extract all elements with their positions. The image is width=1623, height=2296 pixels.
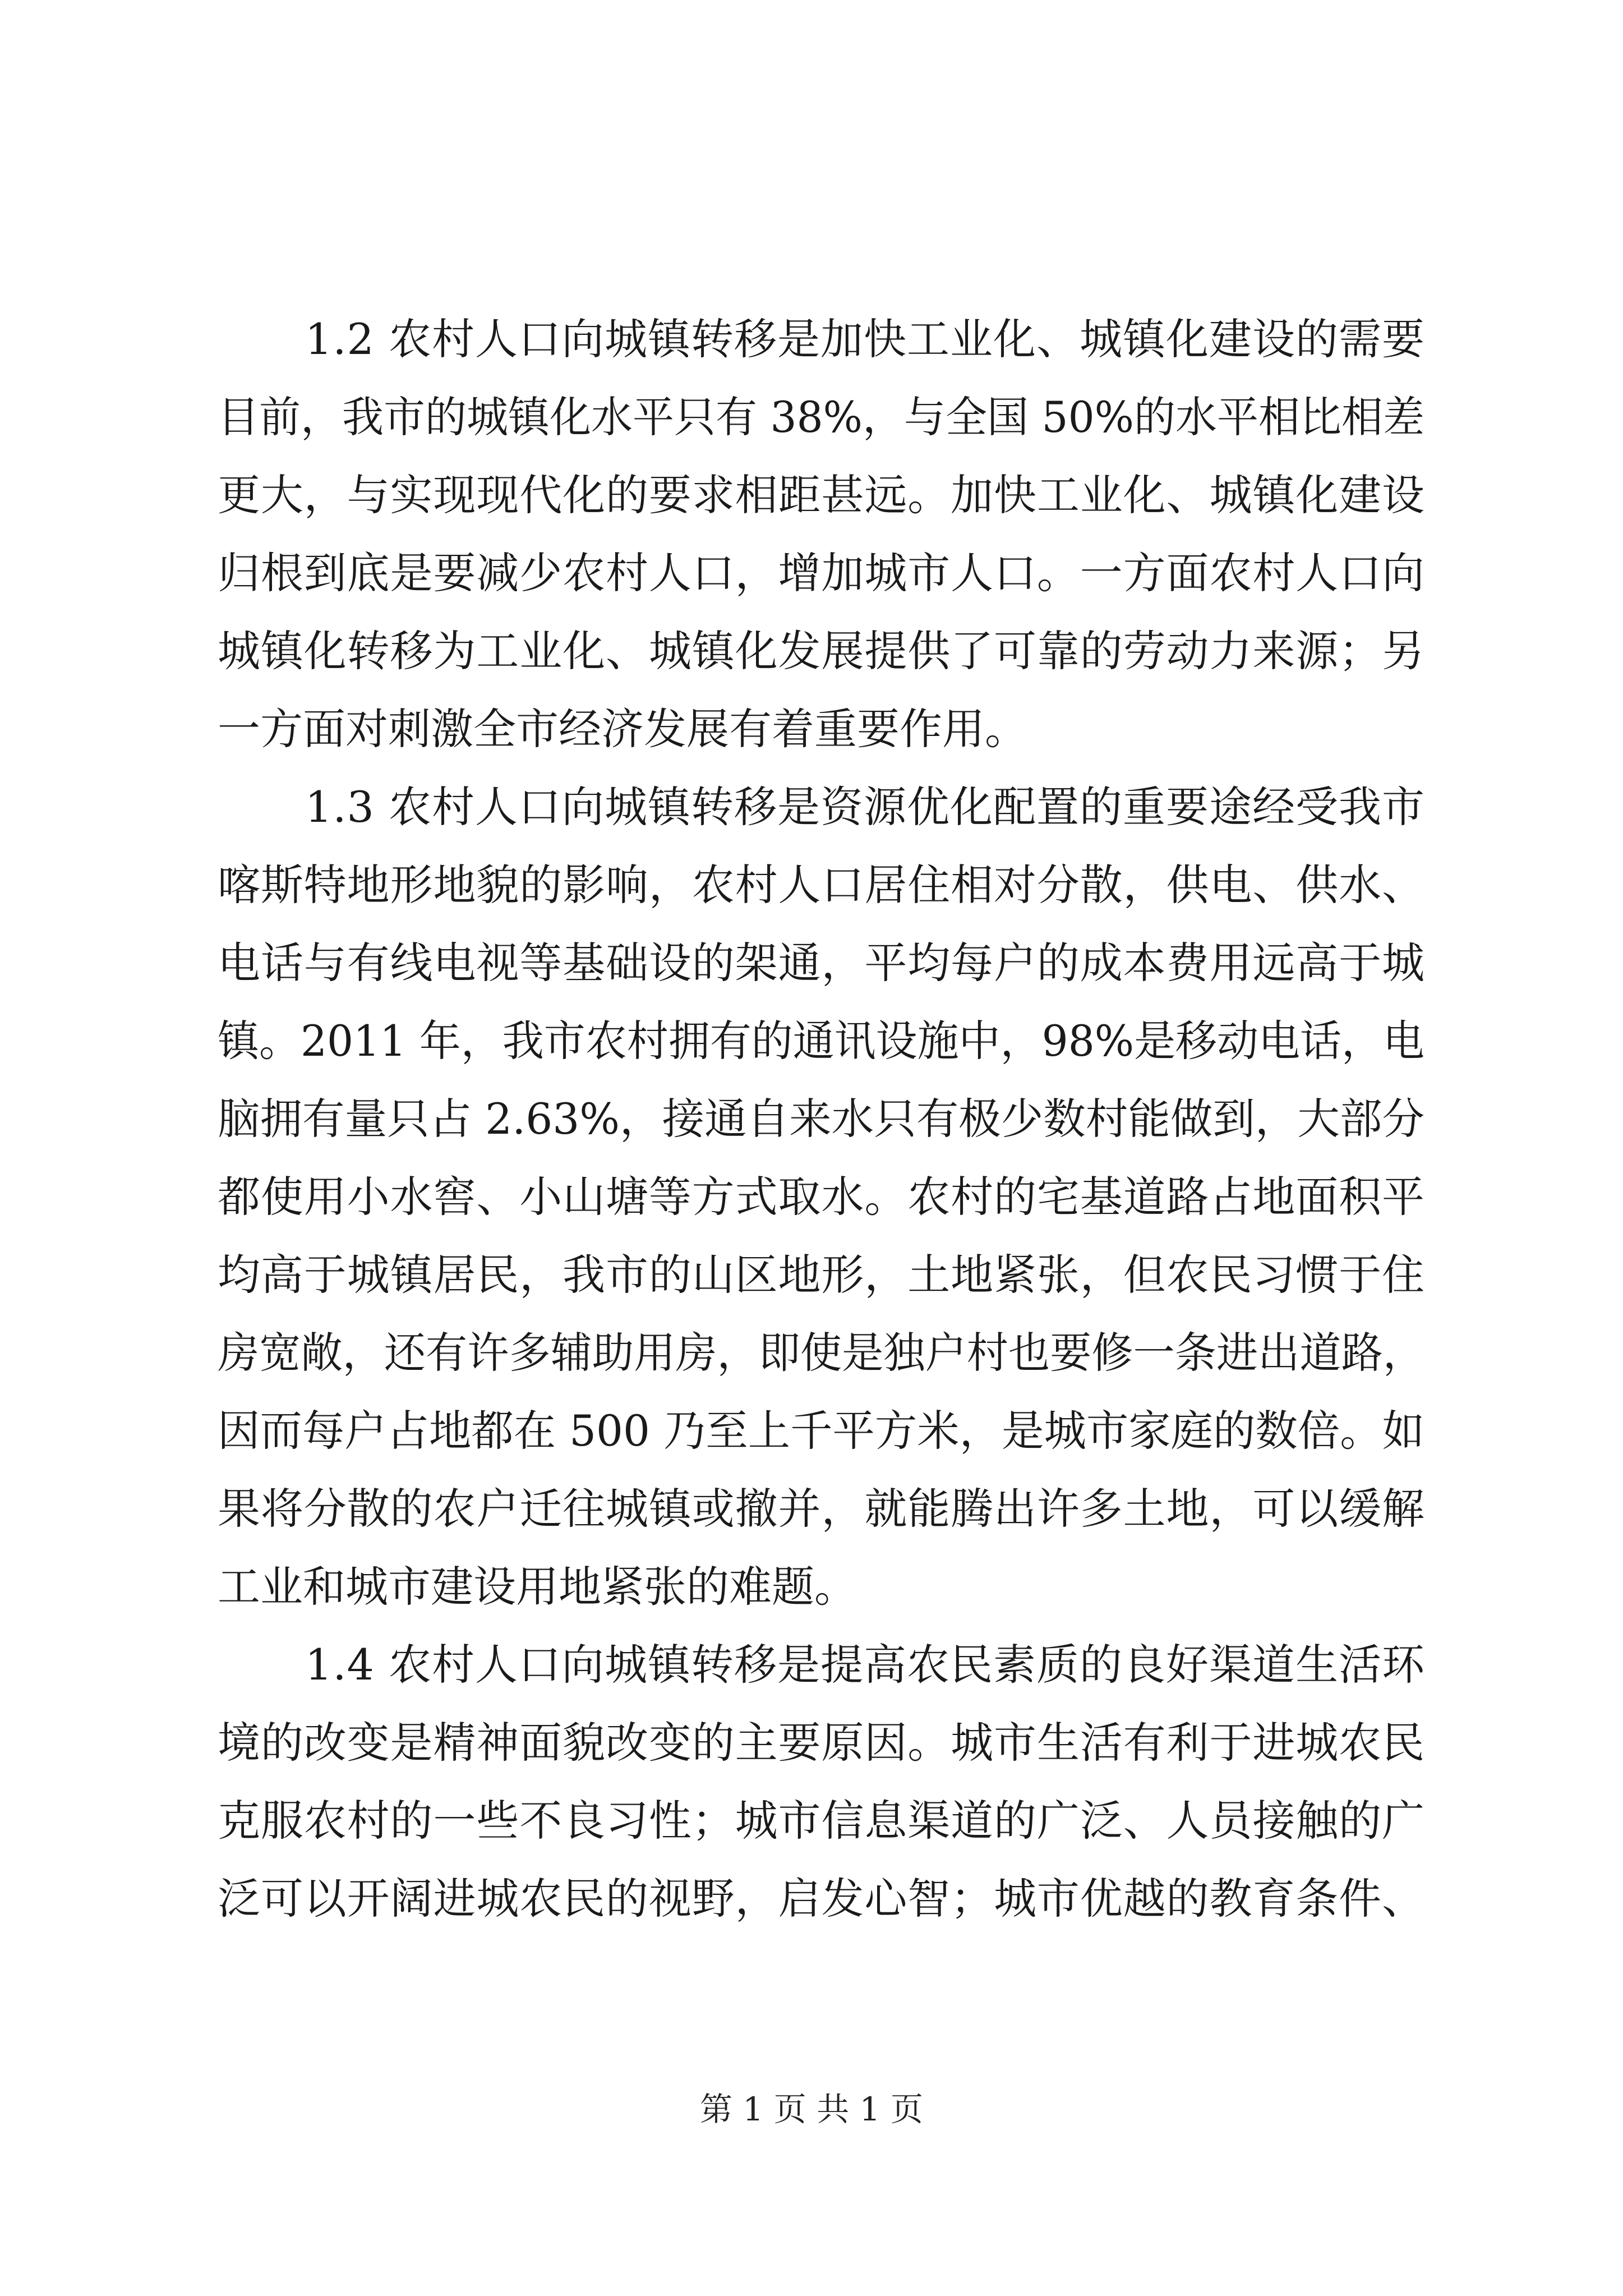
line-text: 镇。2011 年，我市农村拥有的通讯设施中，98%是移动电话，电 [218,1016,1424,1066]
paragraph-line [0,1005,1623,1077]
paragraph-line [0,303,1623,375]
line-text: 因而每户占地都在 500 乃至上千平方米，是城市家庭的数倍。如 [218,1406,1424,1456]
line-text: 境的改变是精神面貌改变的主要原因。城市生活有利于进城农民 [218,1718,1425,1768]
line-text: 都使用小水窖、小山塘等方式取水。农村的宅基道路占地面积平 [218,1172,1425,1222]
paragraph-line [0,1473,1623,1545]
line-text: 一方面对刺激全市经济发展有着重要作用。 [218,704,1027,754]
line-text: 更大，与实现现代化的要求相距甚远。加快工业化、城镇化建设 [218,470,1425,520]
paragraph-line [0,1161,1623,1233]
paragraph-line [0,693,1623,765]
page-footer: 第 1 页 共 1 页 [700,2090,923,2128]
paragraph-line [0,1707,1623,1779]
paragraph-line [0,615,1623,687]
line-text: 喀斯特地形地貌的影响，农村人口居住相对分散，供电、供水、 [218,860,1425,910]
line-text: 城镇化转移为工业化、城镇化发展提供了可靠的劳动力来源；另 [218,626,1425,676]
line-text: 均高于城镇居民，我市的山区地形，土地紧张，但农民习惯于住 [218,1250,1425,1300]
paragraph-line [0,1863,1623,1935]
line-text: 1.3 农村人口向城镇转移是资源优化配置的重要途经受我市 [305,782,1425,832]
line-text: 归根到底是要减少农村人口，增加城市人口。一方面农村人口向 [218,548,1425,598]
line-text: 电话与有线电视等基础设的架通，平均每户的成本费用远高于城 [218,938,1425,988]
paragraph-line [0,1083,1623,1155]
line-text: 房宽敞，还有许多辅助用房，即使是独户村也要修一条进出道路， [218,1328,1424,1378]
line-text: 1.4 农村人口向城镇转移是提高农民素质的良好渠道生活环 [305,1640,1425,1690]
paragraph-line [0,1239,1623,1311]
line-text: 泛可以开阔进城农民的视野，启发心智；城市优越的教育条件、 [218,1874,1425,1924]
line-text: 果将分散的农户迁往城镇或撤并，就能腾出许多土地，可以缓解 [218,1484,1425,1534]
paragraph-line [0,459,1623,531]
paragraph-line [0,849,1623,921]
paragraph-line [0,537,1623,609]
paragraph-line [0,1395,1623,1467]
paragraph-line [0,1785,1623,1857]
line-text: 1.2 农村人口向城镇转移是加快工业化、城镇化建设的需要 [305,314,1425,364]
line-text: 目前，我市的城镇化水平只有 38%，与全国 50%的水平相比相差 [218,392,1424,442]
line-text: 克服农村的一些不良习性；城市信息渠道的广泛、人员接触的广 [218,1796,1425,1846]
line-text: 工业和城市建设用地紧张的难题。 [218,1562,857,1612]
paragraph-line [0,927,1623,999]
paragraph-line [0,771,1623,843]
paragraph-line [0,1317,1623,1389]
paragraph-line [0,381,1623,453]
line-text: 脑拥有量只占 2.63%，接通自来水只有极少数村能做到，大部分 [218,1094,1424,1144]
paragraph-line [0,1551,1623,1623]
paragraph-line [0,1629,1623,1701]
